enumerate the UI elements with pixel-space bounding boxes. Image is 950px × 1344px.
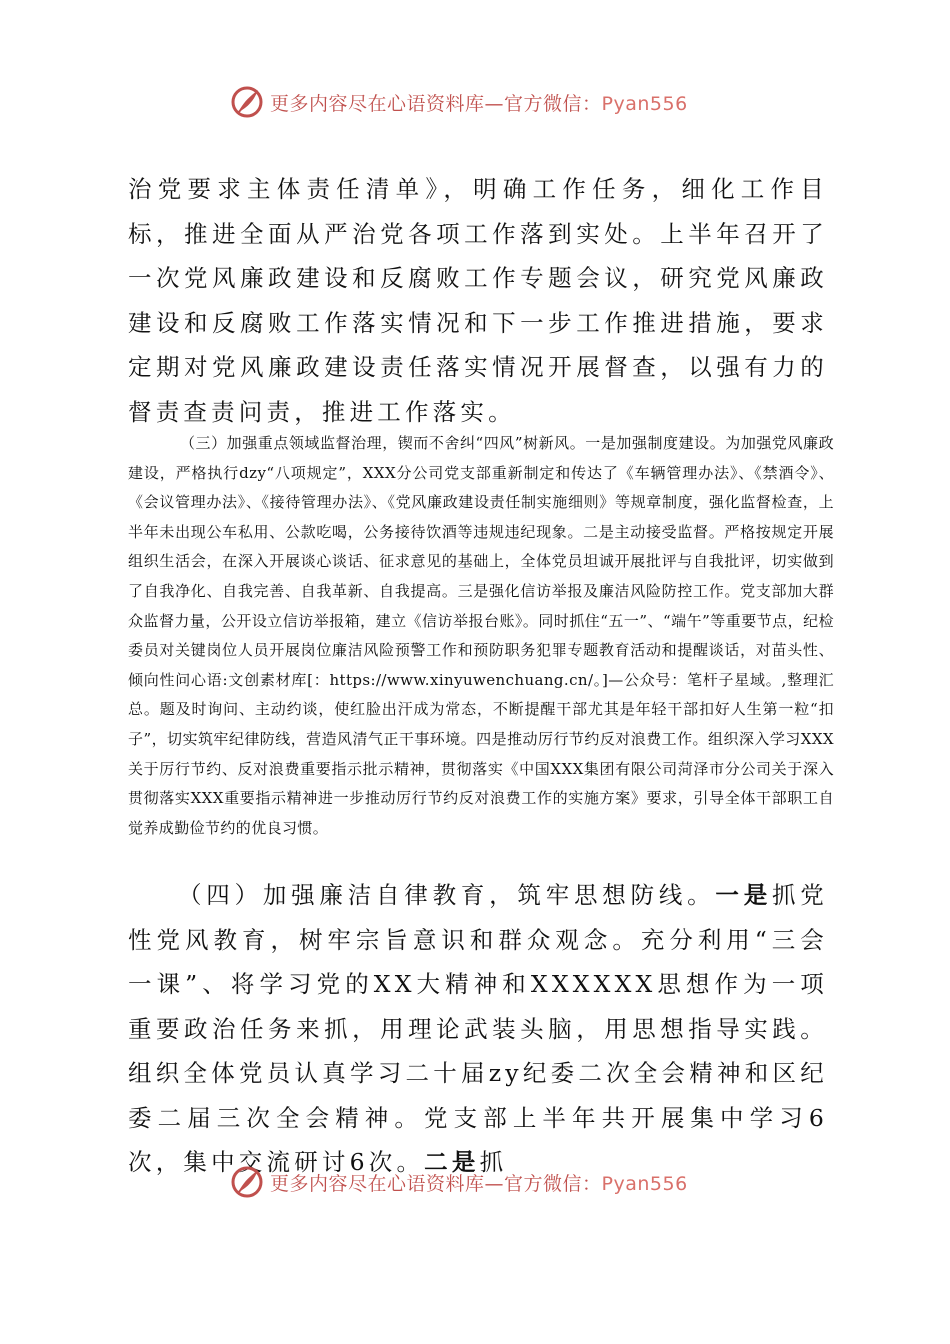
emphasis-first: 一是: [715, 881, 772, 909]
wechat-id: Pyan556: [601, 1172, 688, 1195]
paragraph-body-2: （三）加强重点领域监督治理，锲而不舍纠“四风”树新风。一是加强制度建设。为加强党风廉政建设，严格执行dzy“八项规定”，XXX分公司党支部重新制定和传达了《车辆管理办法》、《禁酒令》、《会议管理办法》、《接待管理办法》、《党风廉政建设责任制实施细则》等规章制度，强化监督检查，上半年未出现公车私用、公款吃喝，公务接待饮酒等违规违纪现象。二是主动接受监督。严格按规定开展组织生活会，在深入开展谈心谈话、征求意见的基础上，全体党员坦诚开展批评与自我批评，切实做到了自我净化、自我完善、自我革新、自我提高。三是强化信访举报及廉洁风险防控工作。党支部加大群众监督力量，公开设立信访举报箱，建立《信访举报台账》。同时抓住“五一”、“端午”等重要节点，纪检委员对关键岗位人员开展岗位廉洁风险预警工作和预防职务犯罪专题教育活动和提醒谈话，对苗头性、倾向性问心语:文创素材库[：https://www.xinyuwenchuang.cn/。]—公众号：笔杆子星域。,整理汇总。题及时询问、主动约谈，使红脸出汗成为常态，不断提醒干部尤其是年轻干部扣好人生第一粒“扣子”，切实筑牢纪律防线，营造风清气正干事环境。四是推动厉行节约反对浪费工作。组织深入学习XXX关于厉行节约、反对浪费重要指示批示精神，贯彻落实《中国XXX集团有限公司菏泽市分公司关于深入贯彻落实XXX重要指示精神进一步推动厉行节约反对浪费工作的实施方案》要求，引导全体干部职工自觉养成勤俭节约的优良习惯。: [128, 434, 834, 837]
quill-logo-icon: [230, 1165, 264, 1199]
paragraph-body-3: [128, 873, 828, 1185]
emphasis-second: 二是: [424, 1148, 480, 1176]
quill-logo-icon: [230, 85, 264, 119]
watermark-banner-bottom: [230, 1162, 730, 1202]
wechat-id: Pyan556: [601, 92, 688, 115]
watermark-banner-top: [230, 82, 730, 122]
paragraph-text: 抓党性党风教育，树牢宗旨意识和群众观念。充分利用“三会一课”、将学习党的XX大精神和XXXXXX思想作为一项重要政治任务来抓，用理论武装头脑，用思想指导实践。组织全体党员认真学习二十届zy纪委二次全会精神和区纪委二届三次全会精神。党支部上半年共开展集中学习6次，集中交流研讨6次。: [128, 881, 828, 1176]
banner-text: 更多内容尽在心语资料库—官方微信：: [270, 92, 602, 115]
paragraph-body-1: 治党要求主体责任清单》，明确工作任务，细化工作目标，推进全面从严治党各项工作落到实处。上半年召开了一次党风廉政建设和反腐败工作专题会议，研究党风廉政建设和反腐败工作落实情况和下一步工作推进措施，要求定期对党风廉政建设责任落实情况开展督查，以强有力的督责查责问责，推进工作落实。: [128, 175, 828, 426]
paragraph-text-tail: 抓: [479, 1148, 508, 1176]
section-heading: （四）加强廉洁自律教育，筑牢思想防线。: [178, 881, 716, 909]
banner-text: 更多内容尽在心语资料库—官方微信：: [270, 1172, 602, 1195]
